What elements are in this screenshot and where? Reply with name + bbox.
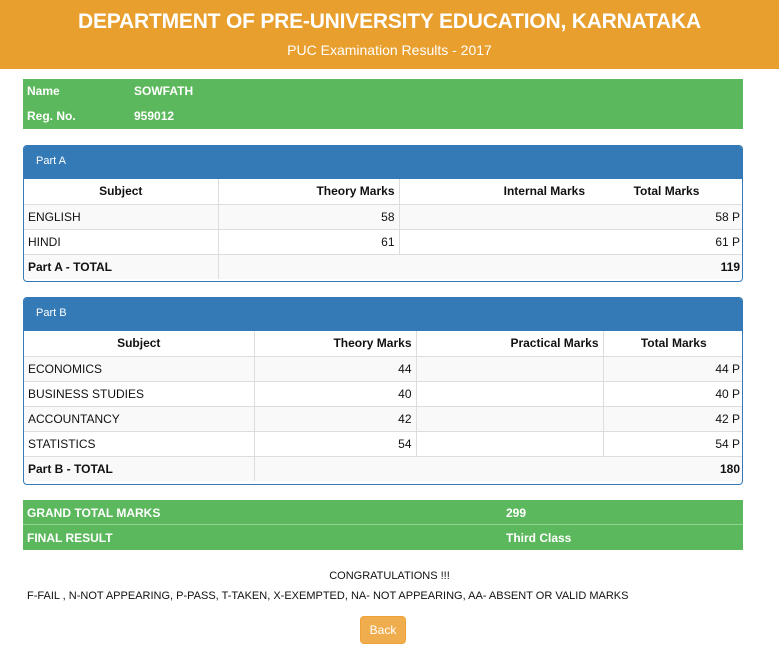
- column-header-subject: Subject: [24, 179, 218, 204]
- subject-cell: BUSINESS STUDIES: [24, 381, 254, 406]
- table-row: [24, 229, 743, 254]
- internal-cell: [399, 204, 589, 229]
- student-info-box: [23, 79, 743, 129]
- student-name-row: [23, 79, 743, 104]
- table-row: [24, 406, 743, 431]
- student-name: SOWFATH: [134, 84, 194, 98]
- practical-cell: [416, 356, 603, 381]
- total-cell: 61 P: [589, 229, 743, 254]
- part-b-panel: [23, 297, 743, 485]
- subject-cell: ENGLISH: [24, 204, 218, 229]
- result-legend: F-FAIL , N-NOT APPEARING, P-PASS, T-TAKEN, X-EXEMPTED, NA- NOT APPEARING, AA- ABSENT OR VALID MARKS: [27, 590, 629, 602]
- table-row: [24, 431, 743, 456]
- column-header-subject: Subject: [24, 331, 254, 356]
- column-header-total: Total Marks: [589, 179, 743, 204]
- exam-subtitle: PUC Examination Results - 2017: [287, 42, 492, 58]
- grand-total-label: GRAND TOTAL MARKS: [27, 506, 161, 520]
- practical-cell: [416, 431, 603, 456]
- part-b-total-row: [24, 456, 743, 481]
- column-header-total: Total Marks: [603, 331, 743, 356]
- part-a-panel: [23, 145, 743, 282]
- theory-cell: 54: [254, 431, 416, 456]
- total-cell: 40 P: [603, 381, 743, 406]
- grand-total-value: 299: [506, 506, 527, 520]
- subject-cell: ACCOUNTANCY: [24, 406, 254, 431]
- grand-total-row: [23, 500, 743, 525]
- final-result-row: [23, 525, 743, 550]
- subject-cell: HINDI: [24, 229, 218, 254]
- theory-cell: 61: [218, 229, 399, 254]
- practical-cell: [416, 406, 603, 431]
- part-a-total-label: Part A - TOTAL: [24, 254, 218, 279]
- reg-no-row: [23, 104, 743, 129]
- part-b-total-value: 180: [254, 456, 743, 481]
- department-title: DEPARTMENT OF PRE-UNIVERSITY EDUCATION, KARNATAKA: [78, 10, 701, 33]
- part-b-heading: Part B: [24, 298, 742, 331]
- part-a-total-value: 119: [218, 254, 743, 279]
- total-cell: 42 P: [603, 406, 743, 431]
- final-result-label: FINAL RESULT: [27, 531, 113, 545]
- theory-cell: 42: [254, 406, 416, 431]
- page-header: [0, 0, 779, 69]
- subject-cell: STATISTICS: [24, 431, 254, 456]
- practical-cell: [416, 381, 603, 406]
- total-cell: 58 P: [589, 204, 743, 229]
- column-header-theory: Theory Marks: [254, 331, 416, 356]
- part-a-table: [24, 179, 743, 279]
- reg-no-value: 959012: [134, 109, 175, 123]
- column-header-internal: Internal Marks: [399, 179, 589, 204]
- final-result-value: Third Class: [506, 531, 572, 545]
- total-cell: 44 P: [603, 356, 743, 381]
- theory-cell: 40: [254, 381, 416, 406]
- part-b-total-label: Part B - TOTAL: [24, 456, 254, 481]
- column-header-practical: Practical Marks: [416, 331, 603, 356]
- part-a-total-row: [24, 254, 743, 279]
- back-button[interactable]: Back: [360, 616, 406, 644]
- total-cell: 54 P: [603, 431, 743, 456]
- table-row: [24, 204, 743, 229]
- reg-no-label: Reg. No.: [27, 109, 76, 123]
- theory-cell: 44: [254, 356, 416, 381]
- congratulations-text: CONGRATULATIONS !!!: [329, 570, 450, 582]
- part-b-table: [24, 331, 743, 481]
- column-header-theory: Theory Marks: [218, 179, 399, 204]
- part-a-heading: Part A: [24, 146, 742, 179]
- internal-cell: [399, 229, 589, 254]
- theory-cell: 58: [218, 204, 399, 229]
- subject-cell: ECONOMICS: [24, 356, 254, 381]
- summary-box: [23, 500, 743, 550]
- name-label: Name: [27, 84, 60, 98]
- table-row: [24, 381, 743, 406]
- table-row: [24, 356, 743, 381]
